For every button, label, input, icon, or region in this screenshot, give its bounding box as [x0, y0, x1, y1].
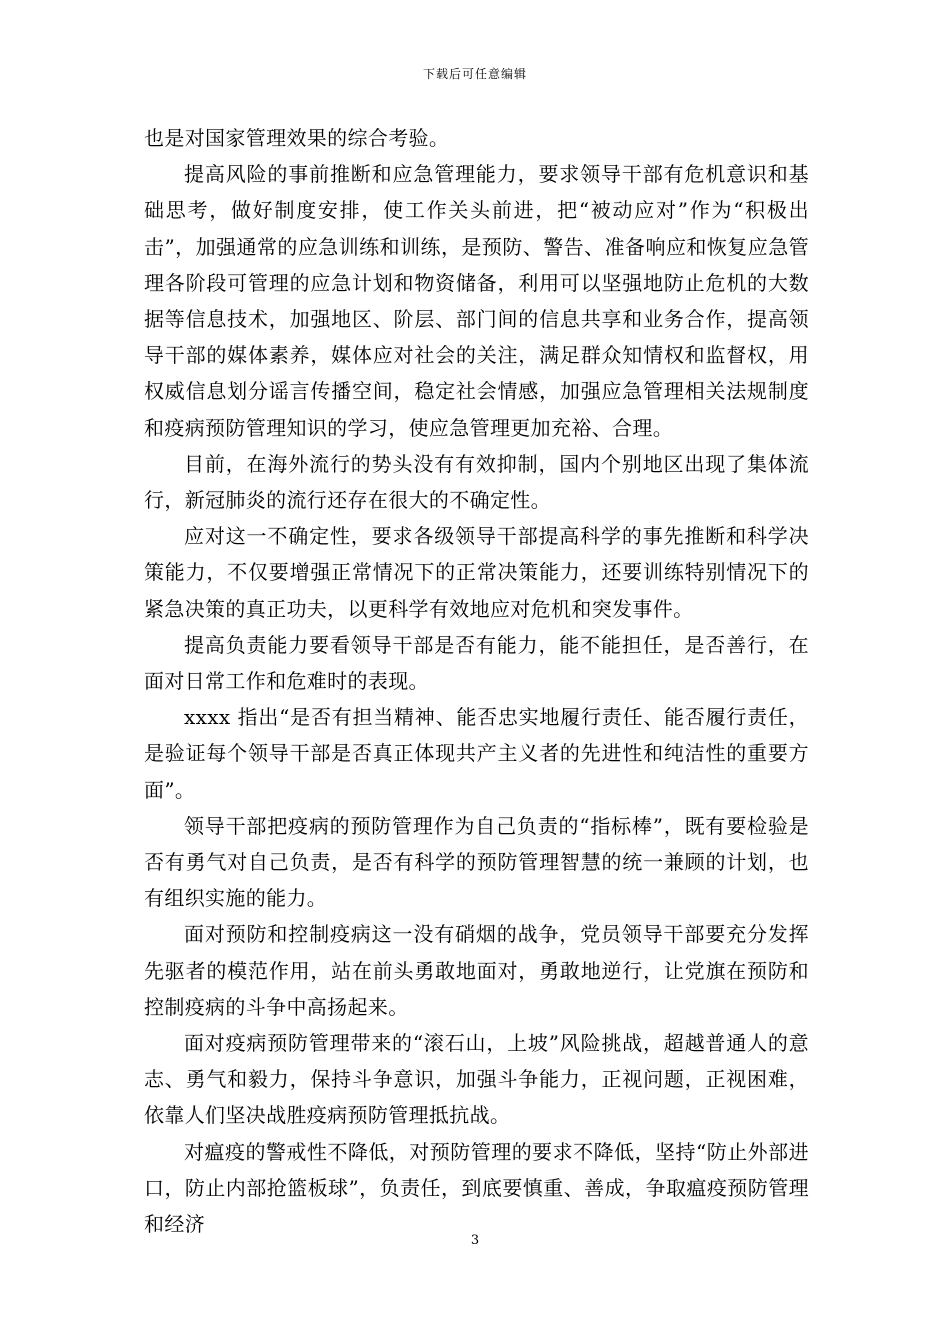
document-body [144, 120, 809, 1242]
paragraph: 提高负责能力要看领导干部是否有能力，能不能担任，是否善行，在面对日常工作和危难时的表现。 [144, 632, 809, 694]
page-header: 下载后可任意编辑 [422, 67, 527, 81]
paragraph: 提高风险的事前推断和应急管理能力，要求领导干部有危机意识和基础思考，做好制度安排，使工作关头前进，把“被动应对”作为“积极出击”，加强通常的应急训练和训练，是预防、警告、准备响应和恢复应急管理各阶段可管理的应急计划和物资储备，利用可以坚强地防止危机的大数据等信息技术，加强地区、阶层、部门间的信息共享和业务合作，提高领导干部的媒体素养，媒体应对社会的关注，满足群众知情权和监督权，用权威信息划分谣言传播空间，稳定社会情感，加强应急管理相关法规制度和疫病预防管理知识的学习，使应急管理更加充裕、合理。 [144, 162, 809, 440]
page-number: 3 [470, 1233, 480, 1248]
paragraph: 目前，在海外流行的势头没有有效抑制，国内个别地区出现了集体流行，新冠肺炎的流行还存在很大的不确定性。 [144, 451, 809, 513]
paragraph: 领导干部把疫病的预防管理作为自己负责的“指标棒”，既有要检验是否有勇气对自己负责，是否有科学的预防管理智慧的统一兼顾的计划，也有组织实施的能力。 [144, 813, 809, 911]
paragraph: 也是对国家管理效果的综合考验。 [144, 126, 450, 150]
paragraph: 面对预防和控制疫病这一没有硝烟的战争，党员领导干部要充分发挥先驱者的模范作用，站在前头勇敢地面对，勇敢地逆行，让党旗在预防和控制疫病的斗争中高扬起来。 [144, 922, 809, 1019]
paragraph: 应对这一不确定性，要求各级领导干部提高科学的事先推断和科学决策能力，不仅要增强正常情况下的正常决策能力，还要训练特别情况下的紧急决策的真正功夫，以更科学有效地应对危机和突发事件。 [144, 524, 809, 621]
paragraph: 面对疫病预防管理带来的“滚石山，上坡”风险挑战，超越普通人的意志、勇气和毅力，保持斗争意识，加强斗争能力，正视问题，正视困难，依靠人们坚决战胜疫病预防管理抵抗战。 [144, 1031, 809, 1128]
paragraph: xxxx 指出“是否有担当精神、能否忠实地履行责任、能否履行责任，是验证每个领导干部是否真正体现共产主义者的先进性和纯洁性的重要方面”。 [144, 705, 809, 802]
paragraph: 对瘟疫的警戒性不降低，对预防管理的要求不降低，坚持“防止外部进口，防止内部抢篮板球”，负责任，到底要慎重、善成，争取瘟疫预防管理和经济 [144, 1139, 809, 1237]
